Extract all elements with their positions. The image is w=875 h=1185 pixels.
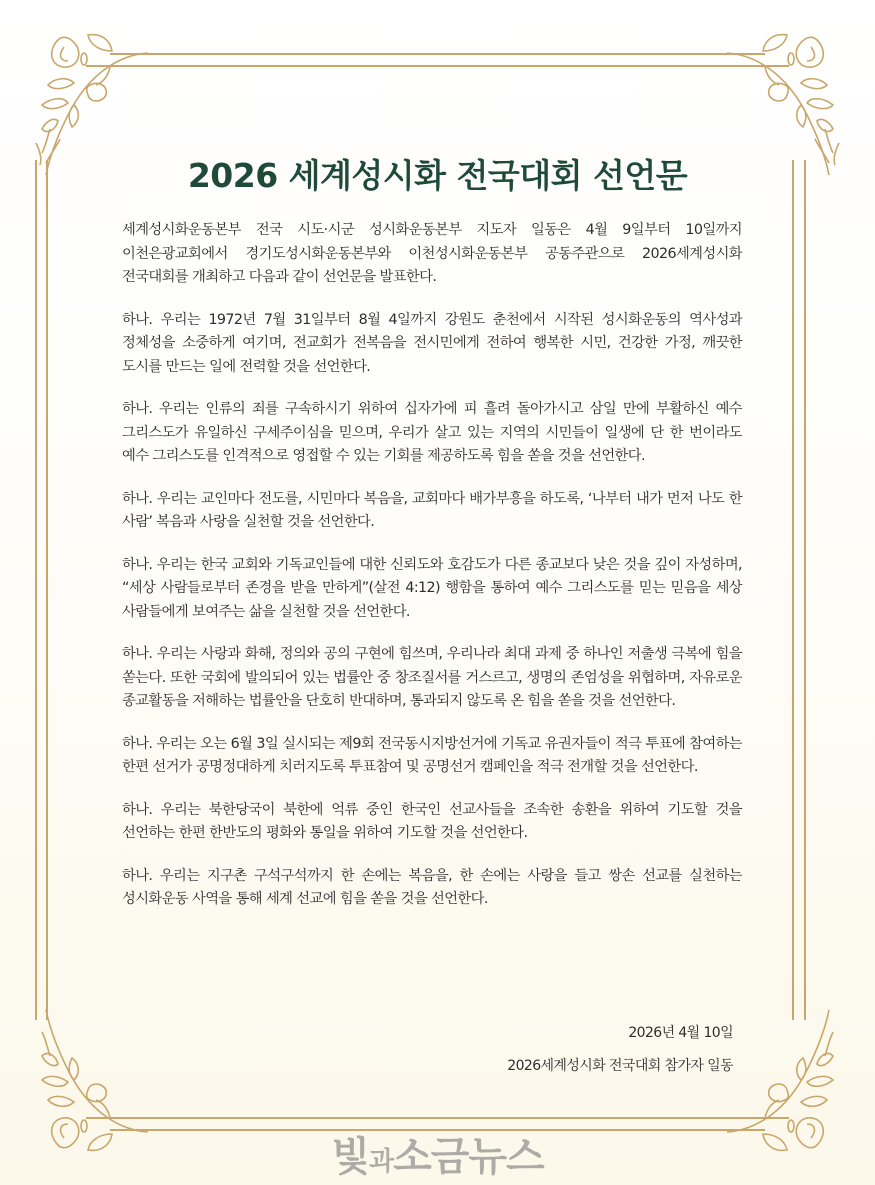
frame-top-inner-line: [86, 65, 789, 67]
frame-left-outer-line: [35, 160, 37, 1020]
frame-top-outer-line: [110, 53, 765, 55]
news-watermark: [0, 1125, 875, 1182]
declaration-item-8: 하나. 우리는 지구촌 구석구석까지 한 손에는 복음을, 한 손에는 사랑을 들고 쌍손 선교를 실천하는 성시화운동 사역을 통해 세계 선교에 힘을 쏟을 것을 선언한다.: [122, 867, 742, 907]
signatory: 2026세계성시화 전국대회 참가자 일동: [507, 1058, 733, 1074]
watermark-part-1: 빛: [331, 1134, 369, 1180]
frame-right-inner-line: [792, 160, 794, 1020]
declaration-item-4: 하나. 우리는 한국 교회와 기독교인들에 대한 신뢰도와 호감도가 다른 종교보다 낮은 것을 깊이 자성하며, “세상 사람들로부터 존경을 받을 만하게”(살전 4:12) 행함을 통하여 예수 그리스도를 믿는 믿음을 세상 사람들에게 보여주는 삶을 실천할 것을 선언한다.: [122, 556, 742, 620]
declaration-item-6: 하나. 우리는 오는 6월 3일 실시되는 제9회 전국동시지방선거에 기독교 유권자들이 적극 투표에 참여하는 한편 선거가 공명정대하게 치러지도록 투표참여 및 공명선거 캠페인을 적극 전개할 것을 선언한다.: [122, 735, 742, 775]
watermark-part-3: 소금뉴스: [393, 1134, 544, 1180]
watermark-part-2: 과: [368, 1147, 394, 1177]
declaration-item-1: 하나. 우리는 1972년 7월 31일부터 8월 4일까지 강원도 춘천에서 시작된 성시화운동의 역사성과 정체성을 소중하게 여기며, 전교회가 전복음을 전시민에게 전하여 행복한 시민, 건강한 가정, 깨끗한 도시를 만드는 일에 전력할 것을 선언한다.: [122, 311, 742, 375]
frame-right-outer-line: [804, 160, 806, 1020]
declaration-body: [122, 219, 742, 931]
declaration-item-7: 하나. 우리는 북한당국이 북한에 억류 중인 한국인 선교사들을 조속한 송환을 위하여 기도할 것을 선언하는 한편 한반도의 평화와 통일을 위하여 기도할 것을 선언한다.: [122, 801, 742, 841]
declaration-item-2: 하나. 우리는 인류의 죄를 구속하시기 위하여 십자가에 피 흘려 돌아가시고 삼일 만에 부활하신 예수 그리스도가 유일하신 구세주이심을 믿으며, 우리가 살고 있는 지역의 시민들이 일생에 단 한 번이라도 예수 그리스도를 인격적으로 영접할 수 있는 기회를 제공하도록 힘을 쏟을 것을 선언한다.: [122, 401, 742, 464]
document-title: 2026 세계성시화 전국대회 선언문: [187, 156, 688, 196]
declaration-item-3: 하나. 우리는 교인마다 전도를, 시민마다 복음을, 교회마다 배가부흥을 하도록, ‘나부터 내가 먼저 나도 한 사람’ 복음과 사랑을 실천할 것을 선언한다.: [122, 490, 742, 530]
frame-bottom-inner-line: [86, 1117, 789, 1119]
frame-left-inner-line: [46, 160, 48, 1020]
declaration-item-5: 하나. 우리는 사랑과 화해, 정의와 공의 구현에 힘쓰며, 우리나라 최대 과제 중 하나인 저출생 극복에 힘을 쏟는다. 또한 국회에 발의되어 있는 법률안 중 창조질서를 거스르고, 생명의 존엄성을 위협하며, 자유로운 종교활동을 저해하는 법률안을 단호히 반대하며, 통과되지 않도록 온 힘을 쏟을 것을 선언한다.: [122, 646, 742, 709]
intro-paragraph: 세계성시화운동본부 전국 시도·시군 성시화운동본부 지도자 일동은 4월 9일부터 10일까지 이천은광교회에서 경기도성시화운동본부와 이천성시화운동본부 공동주관으로 2026세계성시화 전국대회를 개최하고 다음과 같이 선언문을 발표한다.: [122, 222, 742, 285]
declaration-date: 2026년 4월 10일: [628, 1025, 733, 1041]
